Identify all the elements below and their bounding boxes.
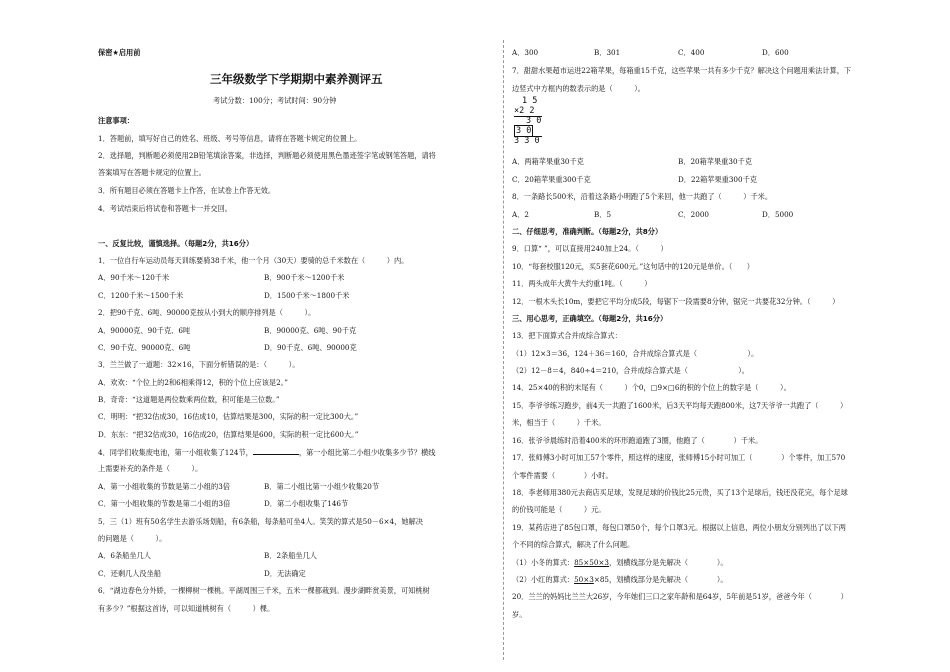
option-a: A．90千米～120千米 [98,273,170,282]
question-4-part-b: ，第一小组比第二小组少收集多少节？横线 [298,448,436,457]
option-a: A．300 [512,48,539,57]
underlined-expression: 85×50×3 [574,558,609,567]
option-b: B．5 [594,210,612,219]
option-d: D．无法确定 [264,569,306,578]
option-b: B．奇奇：“这道题是两位数乘两位数，积可能是三位数。” [98,395,280,404]
option-b: B．301 [594,48,621,57]
question-19-1 [512,558,728,567]
option-c: C．20箱苹果重300千克 [512,175,591,184]
option-a: A．两箱苹果重30千克 [512,157,584,166]
question-13-2: （2）12－8＝4，840÷4＝210，合并成综合算式是（ ）。 [512,366,749,375]
column-divider [503,40,504,660]
question-2: 2．把90千克、6吨、90000克按从小到大的顺序排列是（ ）。 [98,308,316,317]
question-7-cont: 边竖式中方框内的数表示的是（ ）。 [512,84,645,93]
question-4-part-a: 4．同学们收集废电池，第一小组收集了124节， [98,448,253,457]
question-6: 6．“湖边春色分外娇，一棵柳树一棵桃。平湖周围三千米，五米一棵都栽到。漫步湖畔赏美景，可知桃树 [98,586,430,595]
option-b: B．900千米～1200千米 [264,273,345,282]
note-item: 2．选择题，判断题必须使用2B铅笔填涂答案，非选择，判断题必须使用黑色墨迹签字笔或钢笔答题，请将 [98,151,436,160]
option-a: A．第一小组收集的节数是第二小组的3倍 [98,482,230,491]
question-3: 3．兰兰做了一道题：32×16，下面分析错误的是：（ ）。 [98,360,300,369]
vertical-row: 3 3 0 [514,136,540,146]
option-b: B．90000克、6吨、90千克 [264,326,357,335]
option-a: A．6条船坐几人 [98,551,151,560]
option-c: C．还剩几人没坐船 [98,569,162,578]
section-heading: 二、仔细思考，准确判断。（每题2分，共8分） [512,227,663,236]
question-17-cont: 个零件需要（ ）小时。 [512,471,613,480]
option-d: D．东东：“把32估成30，16估成20，估算结果是600，实际的积一定比600大。” [98,430,359,439]
option-a: A．欢欢：“个位上的2和6相乘得12，积的个位上应该是2。” [98,378,288,387]
option-d: D．1500千米～1800千米 [264,291,350,300]
question-19-2-rest: ×85 [593,575,609,584]
vertical-row: ×2 2 [514,107,542,118]
question-19-cont: 个不同的综合算式，解决了什么问题。 [512,540,635,549]
question-16: 16．张爷爷晨练时沿着400米的环形跑道跑了3圈，他跑了（ ）千米。 [512,436,763,445]
question-17: 17．张师傅3小时可加工57个零件，照这样的速度，张师傅15小时可加工（ ）个零件，加工570 [512,453,846,462]
question-19-1-prefix: （1）小冬的算式： [512,558,575,567]
question-5-cont: 的问题是（ ）。 [98,534,167,543]
option-d: D．第二小组收集了146节 [264,499,349,508]
question-14: 14．25×40的积的末尾有（ ）个0，□9×□6的积的个位上的数字是（ ）。 [512,383,791,392]
question-1: 1．一位自行车运动员每天训练要骑38千米，他一个月（30天）要骑的总千米数在（ ）内。 [98,256,409,265]
question-7: 7．甜甜水果超市运进22箱苹果，每箱重15千克，这些苹果一共有多少千克？解决这个问题用乘法计算，下 [512,66,852,75]
question-12: 12．一根木头长10m，要把它平均分成5段，每锯下一段需要8分钟，锯完一共要花32分钟。（ ） [512,297,840,306]
exam-info: 考试分数：100分；考试时间：90分钟 [213,96,337,105]
option-c: C．1200千米～1500千米 [98,291,184,300]
option-b: B．第二小组比第一小组少收集20节 [264,482,380,491]
underlined-expression: 50×3 [574,575,594,584]
question-19-1-suffix: ，划横线部分是先解决（ ）。 [609,558,728,567]
question-19: 19．某药店进了85包口罩，每包口罩50个，每个口罩3元。根据以上信息，两位小朋友分别列出了以下两 [512,523,846,532]
question-6-cont: 有多少？”根据这首诗，可以知道桃树有（ ）棵。 [98,604,275,613]
question-4 [98,447,435,457]
vertical-row: 3 0 [526,116,542,126]
section-heading: 三、用心思考，正确填空。（每题2分，共16分） [512,314,668,323]
question-19-2 [512,575,728,584]
note-item: 1．答题前，填写好自己的姓名、班级、考号等信息，请将在答题卡规定的位置上。 [98,134,362,143]
question-15-cont: 米，相当于（ ）千米。 [512,418,606,427]
exam-title: 三年级数学下学期期中素养测评五 [210,72,383,86]
option-c: C．90千克、90000克、6吨 [98,343,191,352]
option-b: B．20箱苹果重30千克 [678,157,752,166]
notes-heading: 注意事项： [98,116,134,125]
option-d: D．5000 [762,210,794,219]
question-10: 10．“每套校服120元，买5套花600元。”这句话中的120元是单价。（ ） [512,262,754,271]
option-c: C．第一小组收集的节数是第二小组的3倍 [98,499,231,508]
question-20-cont: 岁。 [512,610,527,619]
secret-label: 保密★启用前 [98,48,141,57]
option-d: D．600 [762,48,789,57]
question-5: 5．三（1）班有50名学生去游乐场划船，有6条船，每条船可坐4人。笑笑的算式是50－6×4，她解决 [98,517,423,526]
option-c: C．2000 [678,210,709,219]
question-18: 18．李老师用380元去商店买足球，发现足球的价钱比25元贵，买了13个足球后，钱还没花完，每个足球 [512,488,848,497]
note-item: 答案填写在答题卡规定的位置上。 [98,168,206,177]
question-9: 9．口算“ ”，可以直接用240加上24。（ ） [512,244,668,253]
vertical-multiplication [514,97,542,147]
option-d: D．22箱苹果重300千克 [678,175,757,184]
option-c: C．明明：“把32估成30，16估成10，估算结果是300，实际的积一定比300大。” [98,412,359,421]
question-20: 20．兰兰的妈妈比兰兰大26岁，今年她们三口之家年龄和是64岁，5年前是51岁，爸爸今年（ ） [512,592,848,601]
question-19-2-suffix: ，划横线部分是先解决（ ）。 [609,575,728,584]
question-13: 13．把下面算式合并成综合算式： [512,331,622,340]
question-15: 15．李爷爷练习跑步，前4天一共跑了1600米，后3天平均每天跑800米，这7天爷爷一共跑了（ ） [512,401,848,410]
section-heading: 一、反复比较，谨慎选择。（每题2分，共16分） [98,239,254,248]
question-8: 8．一条路长500米，沿着这条路小明跑了5个来回，他一共跑了（ ）千米。 [512,192,773,201]
option-a: A．2 [512,210,529,219]
vertical-row: 1 5 [522,96,538,106]
boxed-digits: 3 0 [516,125,532,136]
option-d: D．90千克、6吨、90000克 [264,343,357,352]
note-item: 4．考试结束后将试卷和答题卡一并交回。 [98,204,232,213]
option-b: B．2条船坐几人 [264,551,317,560]
question-18-cont: 的价钱可能是（ ）元。 [512,505,606,514]
note-item: 3．所有题目必须在答题卡上作答，在试卷上作答无效。 [98,186,276,195]
option-a: A．90000克、90千克、6吨 [98,326,191,335]
question-19-2-prefix: （2）小红的算式： [512,575,575,584]
question-11: 11．两头成年大黄牛大约重1吨。（ ） [512,279,652,288]
answer-blank [253,447,299,455]
option-c: C．400 [678,48,705,57]
question-4-cont: 上需要补充的条件是（ ）。 [98,464,203,473]
question-13-1: （1）12×3＝36，124＋36＝160，合并成综合算式是（ ）。 [512,349,759,358]
